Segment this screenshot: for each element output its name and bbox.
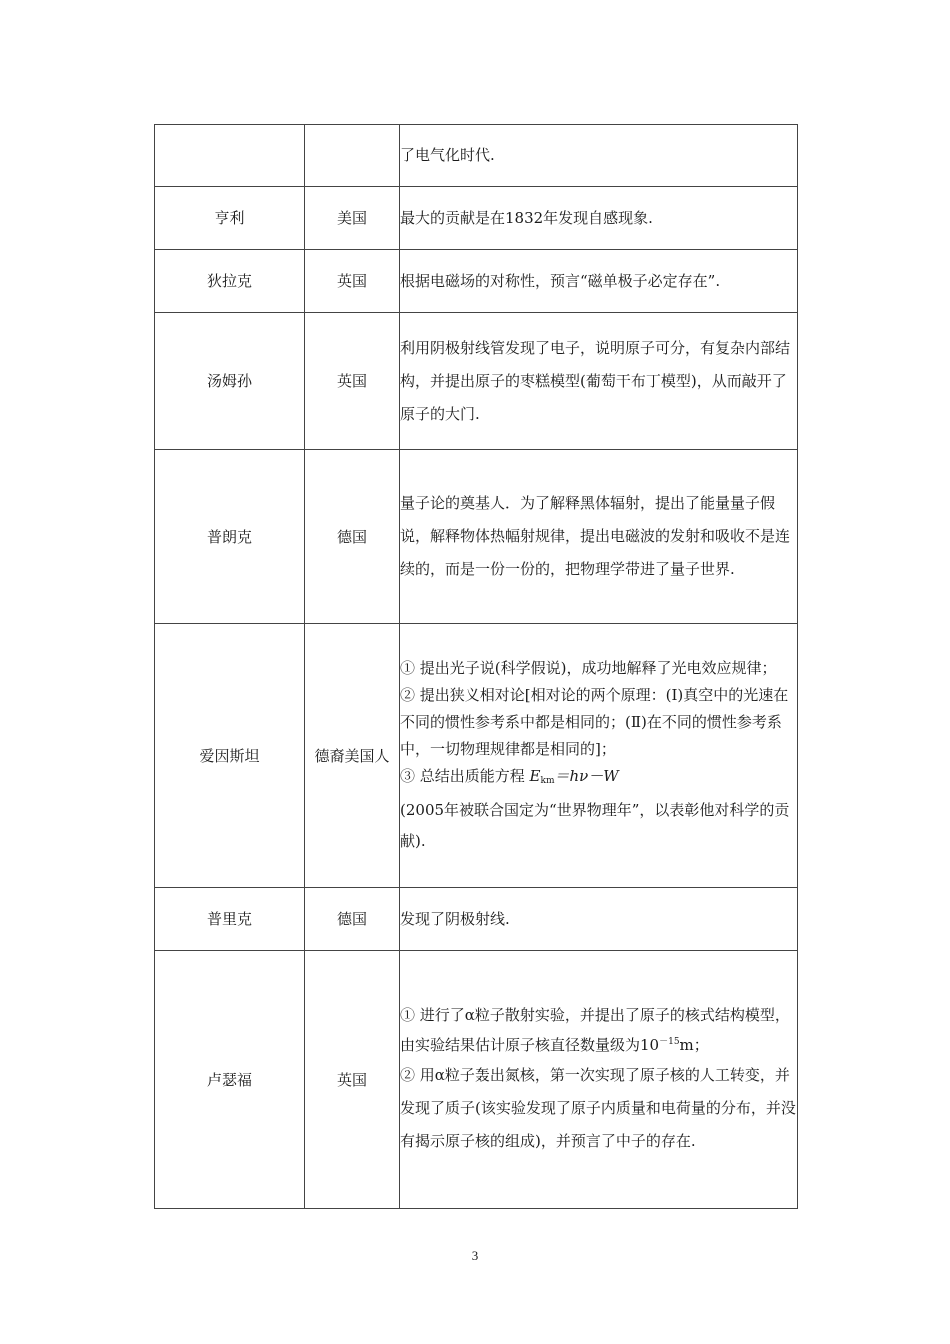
table-row <box>155 187 798 250</box>
nationality: 德裔美国人 <box>305 624 400 888</box>
table-row <box>155 250 798 313</box>
contribution <box>400 951 798 1209</box>
table-row <box>155 951 798 1209</box>
contribution-item: ② 提出狭义相对论[相对论的两个原理：(Ⅰ)真空中的光速在不同的惯性参考系中都是相同的；(Ⅱ)在不同的惯性参考系中，一切物理规律都是相同的]； <box>400 685 789 758</box>
scientist-name <box>155 125 305 187</box>
contribution-text: 发现了阴极射线. <box>400 909 510 928</box>
contribution-text: 利用阴极射线管发现了电子，说明原子可分，有复杂内部结构，并提出原子的枣糕模型(葡萄干布丁模型)，从而敲开了原子的大门. <box>400 338 791 423</box>
contribution-text: 量子论的奠基人．为了解释黑体辐射，提出了能量量子假说，解释物体热幅射规律，提出电磁波的发射和吸收不是连续的，而是一份一份的，把物理学带进了量子世界. <box>400 494 791 578</box>
scientist-name: 普里克 <box>155 888 305 951</box>
contribution <box>400 250 798 313</box>
nationality: 英国 <box>305 313 400 450</box>
table-row <box>155 888 798 951</box>
table-row <box>155 125 798 187</box>
contribution-text: 根据电磁场的对称性，预言“磁单极子必定存在”. <box>400 271 721 290</box>
nationality: 英国 <box>305 250 400 313</box>
formula-subscript: km <box>540 775 555 786</box>
contribution-item <box>400 1002 797 1059</box>
scientist-name: 汤姆孙 <box>155 313 305 450</box>
contribution-item: ① 提出光子说(科学假说)，成功地解释了光电效应规律； <box>400 658 777 677</box>
contribution <box>400 187 798 250</box>
scientist-name: 爱因斯坦 <box>155 624 305 888</box>
table-row <box>155 313 798 450</box>
scientist-name: 亨利 <box>155 187 305 250</box>
page-number: 3 <box>471 1248 479 1263</box>
scientist-name: 卢瑟福 <box>155 951 305 1209</box>
contribution-item: ② 用α粒子轰出氮核，第一次实现了原子核的人工转变，并发现了质子(该实验发现了原子内质量和电荷量的分布，并没有揭示原子核的组成)，并预言了中子的存在. <box>400 1065 796 1150</box>
nationality: 美国 <box>305 187 400 250</box>
table-row <box>155 450 798 624</box>
contribution-text: 最大的贡献是在1832年发现自感现象. <box>400 208 653 227</box>
mass-energy-formula <box>400 763 797 795</box>
formula-prefix: ③ 总结出质能方程 <box>400 766 530 785</box>
contribution <box>400 624 798 888</box>
contribution <box>400 313 798 450</box>
nationality: 德国 <box>305 450 400 624</box>
table-row <box>155 624 798 888</box>
nationality: 德国 <box>305 888 400 951</box>
contribution-note: (2005年被联合国定为“世界物理年”，以表彰他对科学的贡献). <box>400 800 790 850</box>
formula-energy-symbol: E <box>529 766 541 785</box>
scientist-name: 普朗克 <box>155 450 305 624</box>
unit: m； <box>679 1035 709 1054</box>
nationality <box>305 125 400 187</box>
contribution <box>400 888 798 951</box>
formula-rest: ＝hν－W <box>554 766 619 785</box>
contribution <box>400 125 798 187</box>
physicists-table <box>154 124 798 1209</box>
scientist-name: 狄拉克 <box>155 250 305 313</box>
contribution-text: 了电气化时代. <box>400 146 495 164</box>
scattering-text: ① 进行了α粒子散射实验，并提出了原子的核式结构模型，由实验结果估计原子核直径数量级为10 <box>400 1005 790 1054</box>
exponent: －15 <box>659 1036 680 1047</box>
nationality: 英国 <box>305 951 400 1209</box>
contribution <box>400 450 798 624</box>
